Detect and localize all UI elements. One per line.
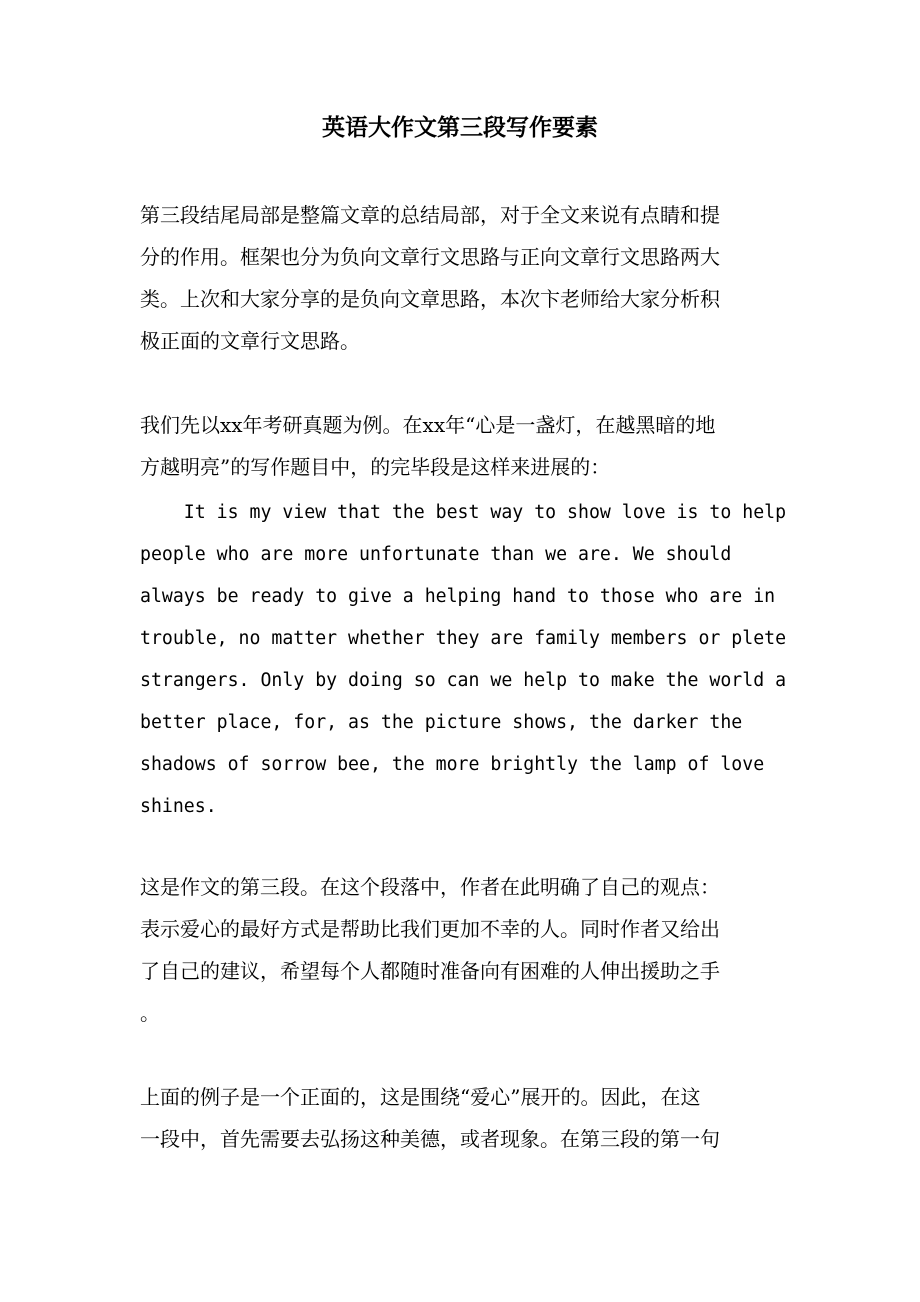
text-line: 一段中，首先需要去弘扬这种美德，或者现象。在第三段的第一句 <box>140 1127 720 1151</box>
text-line: 方越明亮”的写作题目中，的完毕段是这样来进展的： <box>140 455 611 479</box>
document-title: 英语大作文第三段写作要素 <box>322 114 598 141</box>
text-line: better place, for, as the picture shows, the darker the <box>140 712 743 733</box>
paragraph-conclusion <box>140 1076 780 1160</box>
text-line: strangers. Only by doing so can we help to make the world a <box>140 670 787 691</box>
text-line: 类。上次和大家分享的是负向文章思路，本次卞老师给大家分析积 <box>140 287 720 311</box>
text-line: 第三段结尾局部是整篇文章的总结局部，对于全文来说有点睛和提 <box>140 203 720 227</box>
paragraph-intro <box>140 194 780 362</box>
text-line: trouble, no matter whether they are family members or plete <box>140 628 787 649</box>
paragraph-analysis <box>140 866 780 1034</box>
text-line: 极正面的文章行文思路。 <box>140 329 360 353</box>
text-line: always be ready to give a helping hand to those who are in <box>140 586 776 607</box>
text-line: people who are more unfortunate than we are. We should <box>140 544 732 565</box>
text-line: 我们先以xx年考研真题为例。在xx年“心是一盏灯，在越黑暗的地 <box>140 413 716 437</box>
text-line: 上面的例子是一个正面的，这是围绕“爱心”展开的。因此，在这 <box>140 1085 701 1109</box>
text-line: 表示爱心的最好方式是帮助比我们更加不幸的人。同时作者又给出 <box>140 917 720 941</box>
paragraph-english-example <box>140 492 787 828</box>
text-line: 分的作用。框架也分为负向文章行文思路与正向文章行文思路两大 <box>140 245 720 269</box>
text-line: shines. <box>140 796 217 817</box>
text-line: 了自己的建议，希望每个人都随时准备向有困难的人伸出援助之手 <box>140 959 720 983</box>
paragraph-example-intro <box>140 404 780 488</box>
text-line: shadows of sorrow bee, the more brightly the lamp of love <box>140 754 765 775</box>
text-line: 这是作文的第三段。在这个段落中，作者在此明确了自己的观点： <box>140 875 720 899</box>
text-line: It is my view that the best way to show love is to help <box>140 502 787 523</box>
text-line: 。 <box>140 1001 160 1025</box>
